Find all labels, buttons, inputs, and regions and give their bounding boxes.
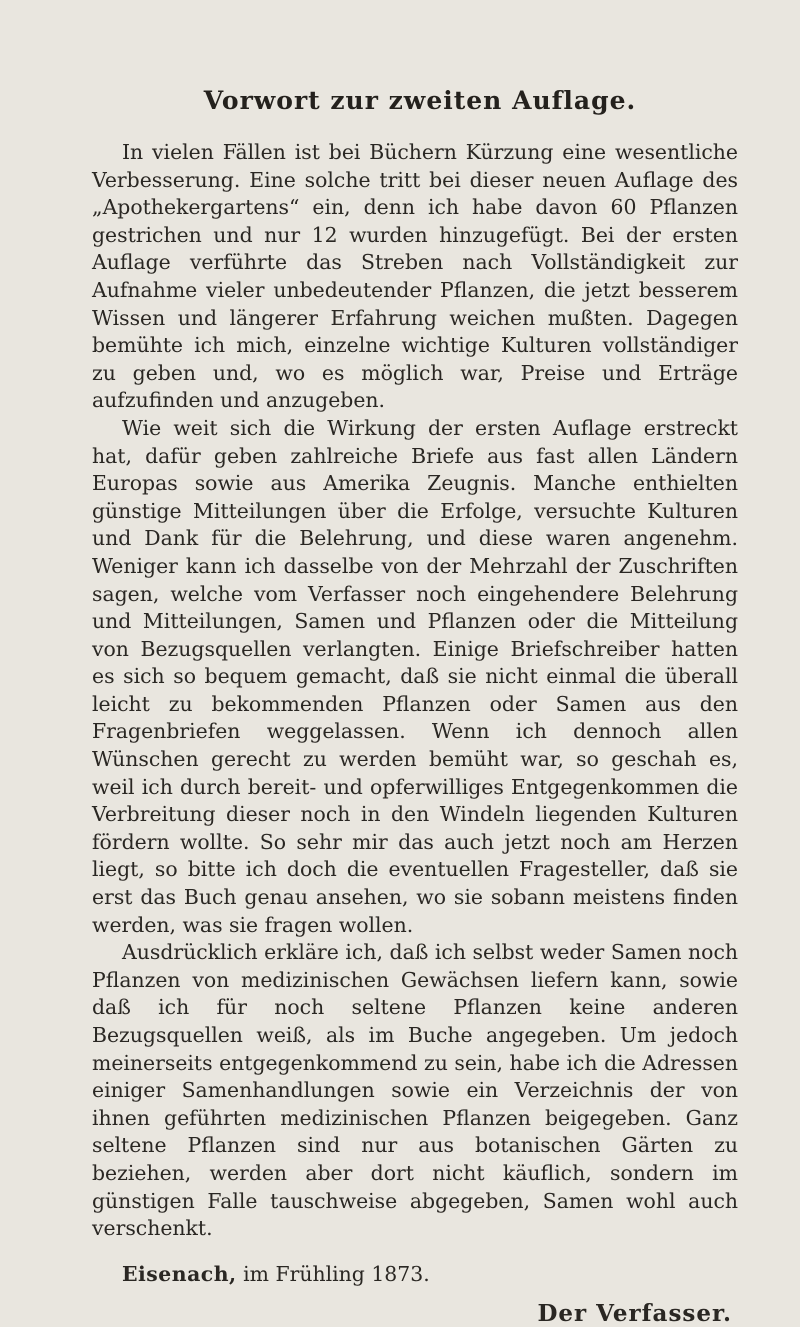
paragraph-2: Wie weit sich die Wirkung der ersten Auflage erstreckt hat, dafür geben zahlreiche Briefe aus fast allen Ländern Europas sowie aus Amerika Zeugnis. Manche enthielten günstige Mitteilungen über die Erfolge, versuchte Kulturen und Dank für die Belehrung, und diese waren angenehm. Weniger kann ich dasselbe von der Mehrzahl der Zuschriften sagen, welche vom Verfasser noch eingehendere Belehrung und Mitteilungen, Samen und Pflanzen oder die Mitteilung von Bezugsquellen verlangten. Einige Briefschreiber hatten es sich so bequem gemacht, daß sie nicht einmal die überall leicht zu bekommenden Pflanzen oder Samen aus den Fragenbriefen weggelassen. Wenn ich dennoch allen Wünschen gerecht zu werden bemüht war, so geschah es, weil ich durch bereit- und opferwilliges Entgegenkommen die Verbreitung dieser noch in den Windeln liegenden Kulturen fördern wollte. So sehr mir das auch jetzt noch am Herzen liegt, so bitte ich doch die eventuellen Fragesteller, daß sie erst das Buch genau ansehen, wo sie sobann meistens finden werden, was sie fragen wollen. [92,415,738,937]
paragraph-3: Ausdrücklich erkläre ich, daß ich selbst weder Samen noch Pflanzen von medizinischen Gewächsen liefern kann, sowie daß ich für noch seltene Pflanzen keine anderen Bezugsquellen weiß, als im Buche angegeben. Um jedoch meinerseits entgegenkommend zu sein, habe ich die Adressen einiger Samenhandlungen sowie ein Verzeichnis der von ihnen geführten medizinischen Pflanzen beigegeben. Ganz seltene Pflanzen sind nur aus botanischen Gärten zu beziehen, werden aber dort nicht käuflich, sondern im günstigen Falle tauschweise abgegeben, Samen wohl auch verschenkt. [92,940,738,1241]
date-text: im Frühling 1873. [236,1261,430,1286]
body-text [92,139,738,1243]
page-title: Vorwort zur zweiten Auflage. [203,86,637,115]
author-signature: Der Verfasser. [537,1300,732,1327]
place-name: Eisenach, [122,1261,237,1286]
place-date-line [92,1261,738,1289]
paragraph-1: In vielen Fällen ist bei Büchern Kürzung eine wesentliche Verbesserung. Eine solche tritt bei dieser neuen Auflage des „Apothekergartens“ ein, denn ich habe davon 60 Pflanzen gestrichen und nur 12 wurden hinzugefügt. Bei der ersten Auflage verführte das Streben nach Vollständigkeit zur Aufnahme vieler unbedeutender Pflanzen, die jetzt besserem Wissen und längerer Erfahrung weichen mußten. Dagegen bemühte ich mich, einzelne wichtige Kulturen vollständiger zu geben und, wo es möglich war, Preise und Erträge aufzufinden und anzugeben. [92,140,738,413]
